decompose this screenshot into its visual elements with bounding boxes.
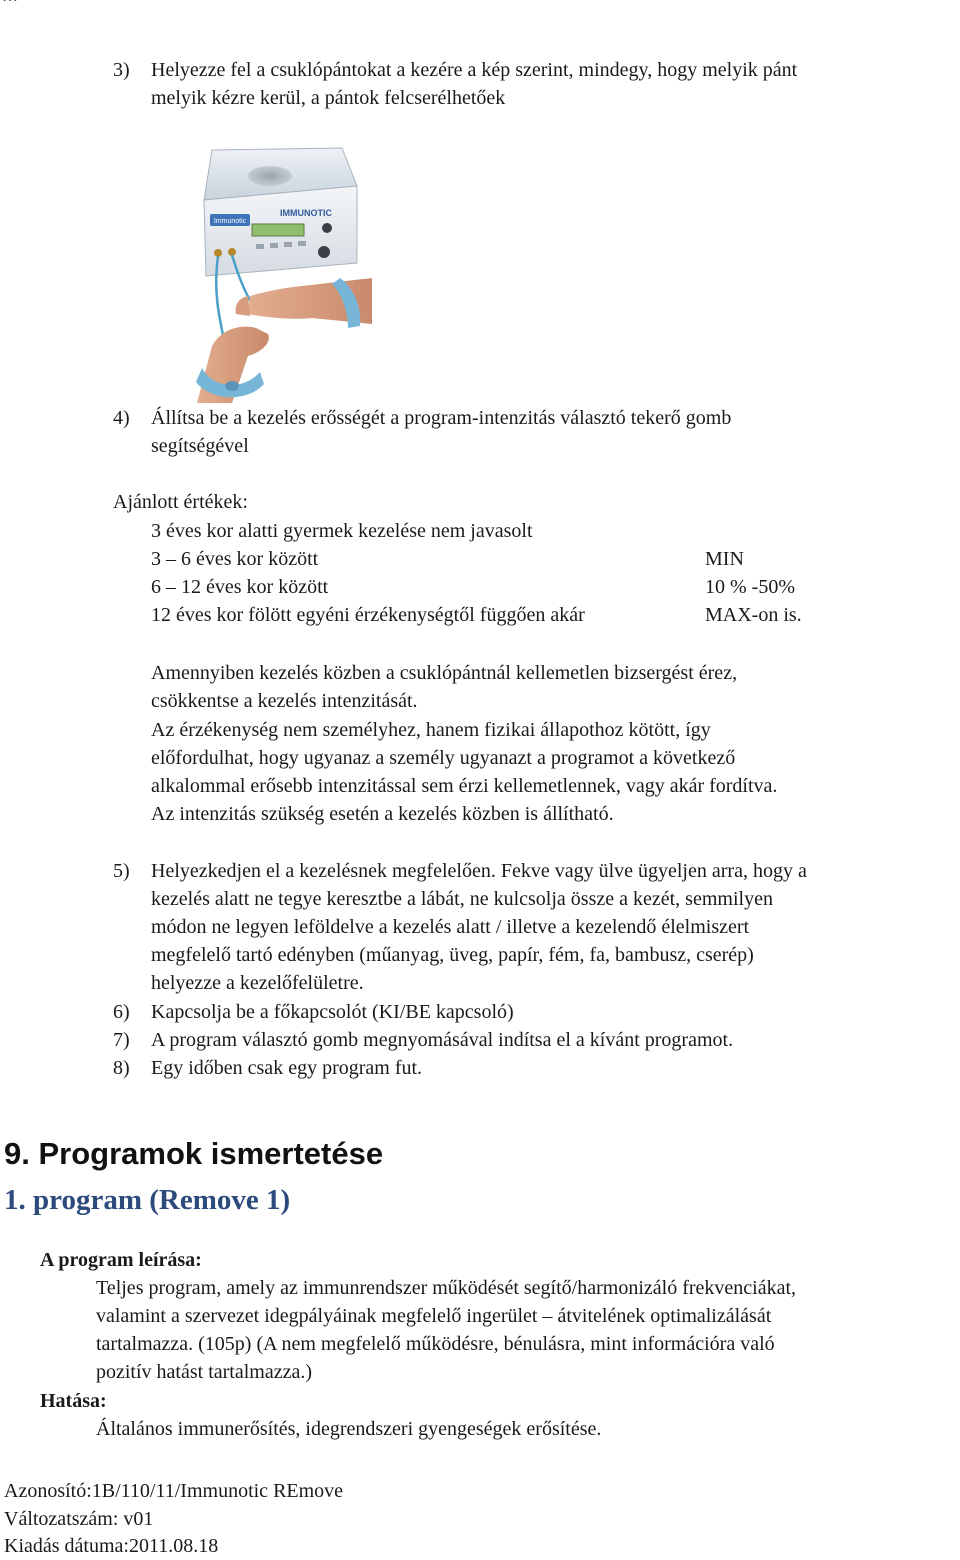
program-title: 1. program (Remove 1) bbox=[4, 1184, 291, 1216]
note-line: Amennyiben kezelés közben a csuklópántnál kellemetlen bizsergést érez, bbox=[151, 662, 738, 684]
step-5-line: kezelés alatt ne tegye keresztbe a lábát, ne kulcsolja össze a kezét, semmilyen bbox=[151, 888, 773, 910]
step-5-line: módon ne legyen leföldelve a kezelés alatt / illetve a kezelendő élelmiszert bbox=[151, 916, 750, 938]
effect-text: Általános immunerősítés, idegrendszeri gyengeségek erősítése. bbox=[96, 1418, 602, 1440]
description-label: A program leírása: bbox=[40, 1249, 202, 1271]
step-4-line-2: segítségével bbox=[151, 435, 249, 457]
recommended-heading: Ajánlott értékek: bbox=[113, 491, 248, 513]
svg-text:IMMUNOTIC: IMMUNOTIC bbox=[280, 208, 332, 218]
lcd-display bbox=[252, 224, 304, 236]
step-5-line: Helyezkedjen el a kezelésnek megfelelően. Fekve vagy ülve ügyeljen arra, hogy a bbox=[151, 860, 807, 882]
speaker-grill-icon bbox=[248, 166, 292, 186]
recommended-row-label: 3 – 6 éves kor között bbox=[151, 548, 319, 570]
step-5-number: 5) bbox=[113, 860, 130, 882]
effect-label: Hatása: bbox=[40, 1390, 107, 1412]
recommended-row-value: MAX-on is. bbox=[705, 604, 802, 626]
note-line: Az érzékenység nem személyhez, hanem fizikai állapothoz kötött, így bbox=[151, 719, 711, 741]
device-wristband-photo bbox=[152, 128, 372, 403]
note-line: előfordulhat, hogy ugyanaz a személy ugyanazt a programot a következő bbox=[151, 747, 736, 769]
step-3-line-2: melyik kézre kerül, a pántok felcserélhetőek bbox=[151, 87, 506, 109]
knob-top-icon bbox=[322, 223, 332, 233]
description-line: valamint a szervezet idegpályáinak megfelelő ingerület – átvitelének optimalizálását bbox=[96, 1305, 772, 1327]
note-line: Az intenzitás szükség esetén a kezelés közben is állítható. bbox=[151, 803, 614, 825]
note-line: csökkentse a kezelés intenzitását. bbox=[151, 690, 418, 712]
step-7-text: A program választó gomb megnyomásával indítsa el a kívánt programot. bbox=[151, 1029, 734, 1051]
recommended-row-label: 12 éves kor fölött egyéni érzékenységtől függően akár bbox=[151, 604, 585, 626]
footer-date: Kiadás dátuma:2011.08.18 bbox=[4, 1535, 219, 1557]
recommended-row-value: 10 % -50% bbox=[705, 576, 795, 598]
description-line: pozitív hatást tartalmazza.) bbox=[96, 1361, 313, 1383]
step-6-number: 6) bbox=[113, 1001, 130, 1023]
step-6-text: Kapcsolja be a főkapcsolót (KI/BE kapcsoló) bbox=[151, 1001, 514, 1023]
top-ellipsis bbox=[2, 0, 18, 6]
jack-right-icon bbox=[228, 248, 236, 256]
step-8-number: 8) bbox=[113, 1057, 130, 1079]
step-3-number: 3) bbox=[113, 59, 130, 81]
jack-left-icon bbox=[214, 249, 222, 257]
recommended-row-label: 6 – 12 éves kor között bbox=[151, 576, 329, 598]
step-7-number: 7) bbox=[113, 1029, 130, 1051]
recommended-row-value: MIN bbox=[705, 548, 744, 570]
footer-id: Azonosító:1B/110/11/Immunotic REmove bbox=[4, 1480, 344, 1502]
footer-version: Változatszám: v01 bbox=[4, 1508, 154, 1530]
step-4-number: 4) bbox=[113, 407, 130, 429]
step-3-line-1: Helyezze fel a csuklópántokat a kezére a kép szerint, mindegy, hogy melyik pánt bbox=[151, 59, 798, 81]
description-line: tartalmazza. (105p) (A nem megfelelő működésre, bénulásra, mint információra való bbox=[96, 1333, 775, 1355]
step-4-line-1: Állítsa be a kezelés erősségét a program-intenzitás választó tekerő gomb bbox=[151, 407, 732, 429]
description-line: Teljes program, amely az immunrendszer működését segítő/harmonizáló frekvenciákat, bbox=[96, 1277, 797, 1299]
step-5-line: megfelelő tartó edényben (műanyag, üveg, papír, fém, fa, bambusz, cserép) bbox=[151, 944, 754, 966]
intensity-knob-icon bbox=[318, 246, 330, 258]
note-line: alkalommal erősebb intenzitással sem érzi kellemetlennek, vagy akár fordítva. bbox=[151, 775, 778, 797]
section-title: 9. Programok ismertetése bbox=[4, 1136, 384, 1171]
svg-text:Immunotic: Immunotic bbox=[213, 218, 247, 225]
recommended-row-label: 3 éves kor alatti gyermek kezelése nem javasolt bbox=[151, 520, 533, 542]
step-5-line: helyezze a kezelőfelületre. bbox=[151, 972, 364, 994]
step-8-text: Egy időben csak egy program fut. bbox=[151, 1057, 423, 1079]
